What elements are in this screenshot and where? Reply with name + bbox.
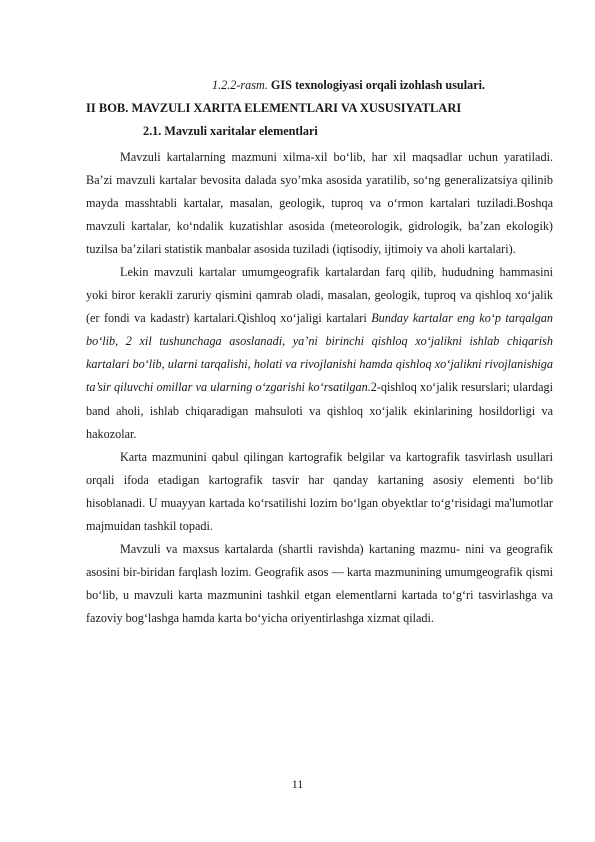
paragraph-4: Mavzuli va maxsus kartalarda (shartli ravishda) kartaning mazmu- nini va geografik asosini bir-biridan farqlash lozim. Geografik asos — karta mazmunining umumgeografik qismi bo‘lib, u mavzuli karta mazmunini tashkil etgan elementlarni kartada to‘g‘ri tasvirlashga va fazoviy bog‘lashga hamda karta bo‘yicha oriyentirlashga xizmat qiladi. (86, 541, 553, 625)
paragraph-2-italic: Bunday kartalar eng ko‘p tarqalgan bo‘lib, 2 xil tushunchaga asoslanadi, ya’ni birinchi qishloq xo‘jalikni ishlab chiqarish kartalari bo‘lib, ularni tarqalishi, holati va rivojlanishi hamda qishloq xo‘jalikni rivojlanishiga ta’sir qiluvchi omillar va ularning o‘zgarishi ko‘rsatilgan. (86, 311, 554, 395)
paragraph-2 (86, 261, 553, 445)
paragraph-3: Karta mazmunini qabul qilingan kartografik belgilar va kartografik tasvirlash usullari orqali ifoda etadigan kartografik tasvir har qanday kartaning asosiy elementi bo‘lib hisoblanadi. U muayyan kartada ko‘rsatilishi lozim bo‘lgan obyektlar to‘g‘risidagi ma'lumotlar majmuidan tashkil topadi. (86, 449, 553, 533)
section-heading: 2.1. Mavzuli xaritalar elementlari (143, 124, 318, 138)
body-text (86, 146, 553, 630)
figure-caption-label: 1.2.2-rasm. (212, 78, 268, 92)
figure-caption-title: GIS texnologiyasi orqali izohlash usulari. (270, 78, 486, 92)
paragraph-1: Mavzuli kartalarning mazmuni xilma-xil bo‘lib, har xil maqsadlar uchun yaratiladi. Ba’zi mavzuli kartalar bevosita dalada syo’mka asosida yaratilib, so‘ng generalizatsiya qilinib mayda masshtabli kartalar, masalan, geologik, tuproq va o‘rmon kartalari tuziladi.Boshqa mavzuli kartalar, ko‘ndalik kuzatishlar asosida (meteorologik, gidrologik, ba’zan ekologik) tuzilsa ba’zilari statistik manbalar asosida tuziladi (iqtisodiy, ijtimoiy va aholi kartalari). (86, 150, 553, 257)
paragraph-2-start: Lekin mavzuli kartalar umumgeografik kartalardan farq qilib, hududning hammasini yoki biror kerakli zaruriy qismini qamrab oladi, masalan, geologik, tuproq va qishloq xo‘jalik (er fondi va kadastr) kartalari.Qishloq xo‘jaligi kartalari (86, 265, 553, 326)
page-number: 11 (291, 777, 304, 791)
figure-caption (212, 76, 485, 94)
paragraph-2-end: 2-qishloq xo‘jalik resurslari; ulardagi band aholi, ishlab chiqaradigan mahsuloti va qishloq xo‘jalik ekinlarining hosildorligi va hakozolar. (86, 380, 553, 441)
chapter-heading: II BOB. MAVZULI XARITA ELEMENTLARI VA XUSUSIYATLARI (86, 101, 462, 115)
